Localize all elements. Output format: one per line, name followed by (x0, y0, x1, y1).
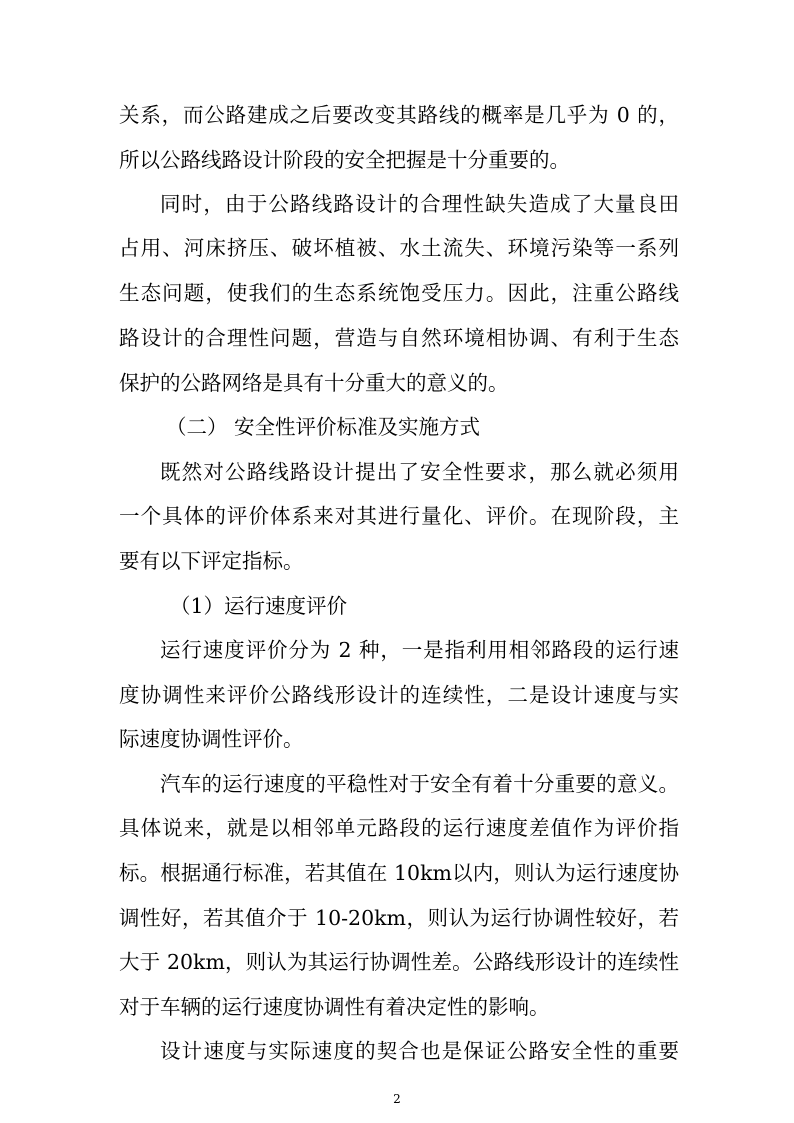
text-line: 占用、河床挤压、破坏植被、水土流失、环境污染等一系列 (119, 236, 679, 260)
text-line: 设计速度与实际速度的契合也是保证公路安全性的重要 (160, 1039, 679, 1063)
text-line: 所以公路线路设计阶段的安全把握是十分重要的。 (119, 148, 570, 172)
text-line: 要有以下评定指标。 (119, 549, 304, 573)
section-heading: （二） 安全性评价标准及实施方式 (166, 415, 481, 439)
text-line: 具体说来，就是以相邻单元路段的运行速度差值作为评价指 (119, 816, 679, 840)
text-line: 大于 20km，则认为其运行协调性差。公路线形设计的连续性 (119, 950, 679, 974)
text-line: 关系，而公路建成之后要改变其路线的概率是几乎为 0 的， (119, 103, 679, 127)
text-line: 度协调性来评价公路线形设计的连续性，二是设计速度与实 (119, 683, 679, 707)
text-line: 调性好，若其值介于 10-20km，则认为运行协调性较好，若 (119, 906, 679, 930)
text-line: 既然对公路线路设计提出了安全性要求，那么就必须用 (160, 460, 679, 484)
text-line: 运行速度评价分为 2 种，一是指利用相邻路段的运行速 (160, 638, 679, 662)
text-line: 生态问题，使我们的生态系统饱受压力。因此，注重公路线 (119, 281, 679, 305)
text-line: 同时，由于公路线路设计的合理性缺失造成了大量良田 (160, 192, 679, 216)
subsection-heading: （1）运行速度评价 (170, 594, 348, 618)
text-line: 一个具体的评价体系来对其进行量化、评价。在现阶段，主 (119, 504, 679, 528)
text-line: 汽车的运行速度的平稳性对于安全有着十分重要的意义。 (160, 772, 679, 796)
text-line: 对于车辆的运行速度协调性有着决定性的影响。 (119, 995, 550, 1019)
text-line: 保护的公路网络是具有十分重大的意义的。 (119, 371, 509, 395)
page-number: 2 (393, 1092, 401, 1106)
text-line: 路设计的合理性问题，营造与自然环境相协调、有利于生态 (119, 326, 679, 350)
text-line: 际速度协调性评价。 (119, 727, 304, 751)
text-line: 标。根据通行标准，若其值在 10km以内，则认为运行速度协 (119, 861, 679, 885)
